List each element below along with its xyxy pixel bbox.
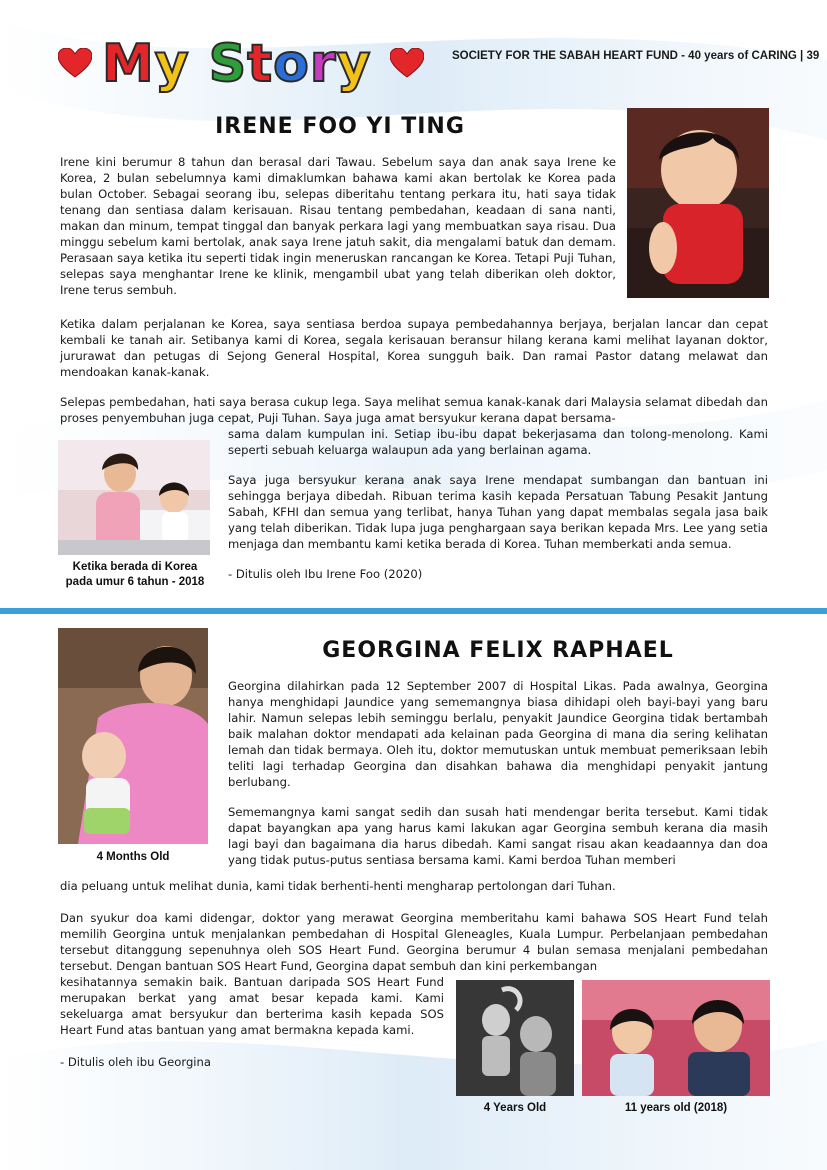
logo-letter: M [102,34,155,94]
story1-paragraph: Ketika dalam perjalanan ke Korea, saya sentiasa berdoa supaya pembedahannya berjaya, berjalan lancar dan cepat kembali ke tanah air. Setibanya kami di Korea, segala kerisauan beransur hilang kerana kami melihat layanan doktor, jururawat dan petugas di Sejong General Hospital, Korea sungguh baik. Dan ramai Pastor datang melawat dan mendoakan kanak-kanak. [60,317,768,379]
logo-letter: S [208,34,248,94]
korea-hospital-photo [58,440,210,555]
story2-body [60,910,768,974]
story1-paragraph: Selepas pembedahan, hati saya berasa cukup lega. Saya melihat semua kanak-kanak dari Malaysia selamat dibedah dan proses penyembuhan juga cepat, Puji Tuhan. Saya juga amat bersyukur kerana dapat bersama- [60,395,768,425]
story2-intro [228,678,768,868]
my-story-logo [102,36,371,92]
page-number: 39 [806,50,820,62]
logo-letter: o [273,34,310,94]
section-divider [0,608,827,614]
story1-continued [228,426,768,582]
story2-paragraph: kesihatannya semakin baik. Bantuan daripada SOS Heart Fund merupakan berkat yang amat besar kepada kami. Kami sekeluarga amat bersyukur dan berterima kasih kepada SOS Heart Fund atas bantuan yang amat bermakna kepada kami. [60,975,444,1037]
caption-line: Ketika berada di Korea [72,561,198,573]
story1-body [60,394,768,426]
story1-title: IRENE FOO YI TING [215,114,465,139]
story1-body [60,316,768,380]
family-photo-caption: 11 years old (2018) [624,1102,728,1114]
story2-closing [60,974,444,1070]
publication-line [452,50,819,62]
caption-line: pada umur 6 tahun - 2018 [65,576,205,588]
story1-paragraph: Saya juga bersyukur kerana anak saya Irene mendapat sumbangan dan bantuan ini sehingga berjaya dibedah. Ribuan terima kasih kepada Persatuan Tabung Pesakit Jantung Sabah, KFHI dan semua yang terlibat, hanya Tuhan yang dapat membalas segala jasa baik yang telah diberikan. Tidak lupa juga penghargaan saya berikan kepada Mrs. Lee yang setia menjaga dan membantu kami ketika berada di Korea. Tuhan memberkati anda semua. [228,473,768,551]
baby-photo-caption: 4 Months Old [96,851,170,863]
georgina-baby-photo [58,628,208,844]
logo-letter: y [336,34,372,94]
heart-icon [390,48,424,78]
irene-portrait-photo [627,108,769,298]
story2-title: GEORGINA FELIX RAPHAEL [322,638,674,663]
child-photo-caption: 4 Years Old [483,1102,547,1114]
publication-title: SOCIETY FOR THE SABAH HEART FUND - 40 years of CARING [452,50,797,62]
header-separator: | [800,50,807,62]
story2-signoff: - Ditulis oleh ibu Georgina [60,1055,211,1069]
georgina-family-photo [582,980,770,1096]
story1-signoff: - Ditulis oleh Ibu Irene Foo (2020) [228,567,423,581]
logo-letter: y [154,34,190,94]
logo-letter: r [309,34,337,94]
story2-body [60,878,768,894]
page-header [58,36,818,96]
logo-letter: t [247,34,274,94]
story1-paragraph: sama dalam kumpulan ini. Setiap ibu-ibu dapat bekerjasama dan tolong-menolong. Kami seperti sebuah keluarga walaupun ada yang berlainan agama. [228,427,768,457]
story1-paragraph: Irene kini berumur 8 tahun dan berasal dari Tawau. Sebelum saya dan anak saya Irene ke Korea, 2 bulan sebelumnya kami dimaklumkan bahawa kami akan bertolak ke Korea pada bulan October. Sebagai seorang ibu, selepas diberitahu tentang perkara itu, hati saya tidak tenang dan sentiasa dalam kerisauan. Risau tentang pembedahan, keadaan di sana nanti, makan dan minum, tempat tinggal dan banyak perkara lagi yang membuatkan saya risau. Dua minggu sebelum kami bertolak, anak saya Irene jatuh sakit, dia mengalami batuk dan demam. Perasaan saya ketika itu seperti tidak ingin meneruskan rancangan ke Korea. Tetapi Puji Tuhan, selepas saya menghantar Irene ke klinik, mengambil ubat yang telah diberikan oleh doktor, Irene terus sembuh. [60,155,616,297]
story2-paragraph: Georgina dilahirkan pada 12 September 2007 di Hospital Likas. Pada awalnya, Georgina hanya menghidapi Jaundice yang sememangnya biasa dihidapi oleh bayi-bayi yang baru lahir. Namun selepas lebih seminggu berlalu, penyakit Jaundice Georgina tidak bertambah baik malahan doktor mendapati ada kelainan pada Georgina di mana dia sering kelihatan lemah dan tidak bermaya. Oleh itu, doktor memutuskan untuk membuat pemeriksaan lebih teliti lagi terhadap Georgina dan disahkan bahawa dia menghidapi penyakit jantung berlubang. [228,679,768,789]
georgina-child-photo [456,980,574,1096]
heart-icon [58,48,92,78]
story2-paragraph: Sememangnya kami sangat sedih dan susah hati mendengar berita tersebut. Kami tidak dapat bayangkan apa yang harus kami lakukan agar Georgina sembuh kerana dia masih lagi bayi dan bagaimana dia harus dibedah. Kami sangat risau akan keadaannya dan doa yang tidak putus-putus sentiasa bersama kami. Kami berdoa Tuhan memberi [228,805,768,867]
story1-intro [60,154,616,298]
korea-photo-caption [56,560,214,590]
story2-paragraph: dia peluang untuk melihat dunia, kami tidak berhenti-henti mengharap pertolongan dari Tuhan. [60,879,616,893]
story2-paragraph: Dan syukur doa kami didengar, doktor yang merawat Georgina memberitahu kami bahawa SOS Heart Fund telah memilih Georgina untuk menjalankan pembedahan di Hospital Gleneagles, Kuala Lumpur. Perbelanjaan pembedahan tersebut ditanggung sepenuhnya oleh SOS Heart Fund. Georgina berumur 4 bulan semasa menjalani pembedahan tersebut. Dengan bantuan SOS Heart Fund, Georgina dapat sembuh dan kini perkembangan [60,911,768,973]
